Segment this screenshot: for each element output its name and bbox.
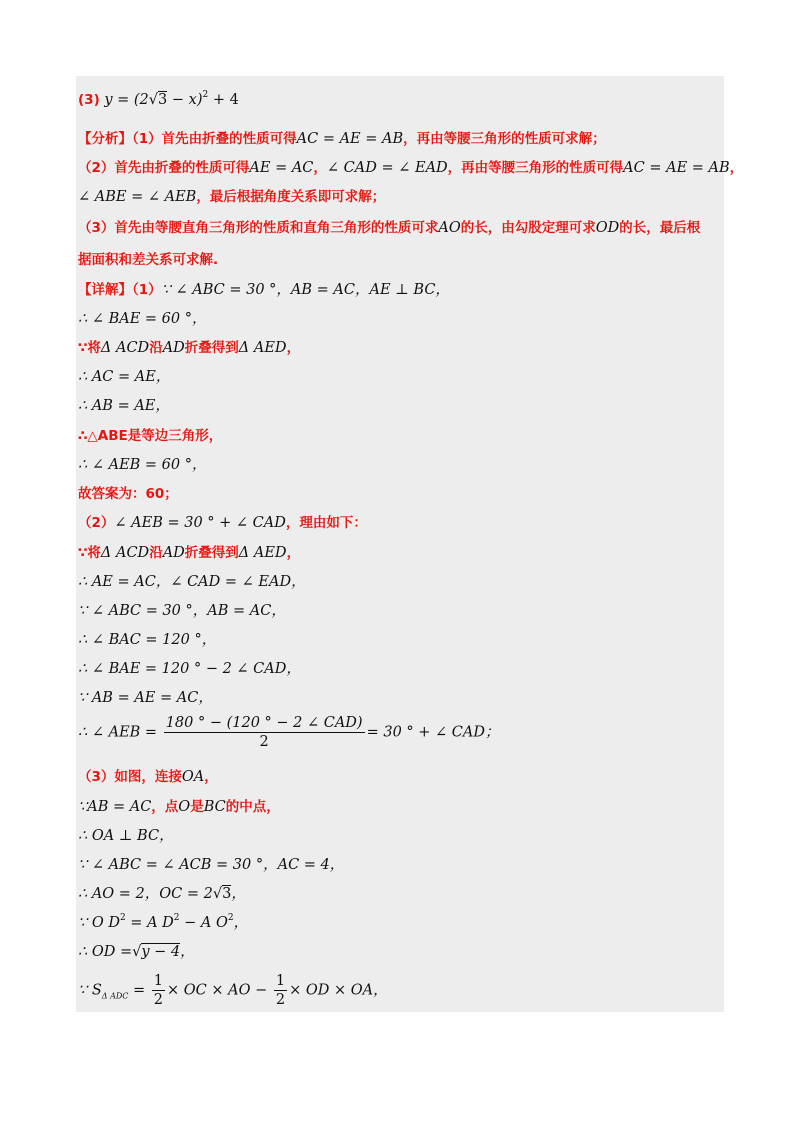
step: ∴ AC = AE， — [78, 369, 171, 385]
step: ∴ ∠ BAE = 60 °， — [78, 311, 207, 327]
step: ∴ ∠ AEB = 60 °， — [78, 457, 207, 473]
analysis-2-cont: ∠ ABE = ∠ AEB，最后根据角度关系即可求解； — [78, 189, 386, 205]
fraction: $\frac{1}{2}$ — [275, 973, 286, 1008]
step: ∵ ∠ ABC = ∠ ACB = 30 °，AC = 4， — [78, 857, 345, 873]
fraction: $\frac{\text{180 ° − (120 ° − 2 ∠ CAD)}}{2}$ — [165, 715, 363, 750]
analysis-3: （3）首先由等腰直角三角形的性质和直角三角形的性质可求AO的长，由勾股定理可求OD的长，最后根 — [78, 220, 701, 236]
analysis-1: 【分析】（1）首先由折叠的性质可得AC = AE = AB，再由等腰三角形的性质可求解； — [78, 131, 606, 147]
step: ∵将Δ ACD沿AD折叠得到Δ AED， — [78, 545, 301, 561]
analysis-2: （2）首先由折叠的性质可得AE = AC，∠ CAD = ∠ EAD，再由等腰三角形的性质可得AC = AE = AB， — [78, 160, 744, 176]
step: ∴ OA ⊥ BC， — [78, 828, 174, 844]
math: + 4 — [208, 92, 239, 108]
step: ∴ AB = AE， — [78, 398, 170, 414]
exponent: 2 — [202, 90, 209, 100]
step: ∴△ABE是等边三角形， — [78, 428, 223, 444]
step: ∵AB = AC，点O是BC的中点， — [78, 799, 280, 815]
analysis-3-cont: 据面积和差关系可求解. — [78, 252, 219, 268]
step: ∵ AB = AE = AC， — [78, 690, 213, 706]
step: ∵ ∠ ABC = 30 °，AB = AC， — [78, 603, 286, 619]
detail-2: （2）∠ AEB = 30 ° + ∠ CAD，理由如下： — [78, 515, 367, 531]
answer-label: (3) — [78, 92, 100, 108]
step: ∴ AO = 2，OC = 2√3， — [78, 886, 246, 902]
step: ∵ O $D^2 = A$ $D^2 - A$ $O^2$， — [78, 913, 249, 931]
fraction-step: ∴ ∠ AEB = $\frac{\text{180 ° − (120 ° − 2 ∠ CAD)}}{2}$ = 30 ° + ∠ CAD； — [78, 715, 500, 750]
sqrt-radicand: 3 — [158, 92, 168, 108]
step: 故答案为：60； — [78, 486, 178, 502]
step: ∵将Δ ACD沿AD折叠得到Δ AED， — [78, 340, 301, 356]
math: y = (2 — [104, 92, 149, 108]
step: ∴ OD =√y − 4， — [78, 944, 195, 960]
step: ∴ ∠ BAE = 120 ° − 2 ∠ CAD， — [78, 661, 301, 677]
area-step: ∵ $S_{\Delta ADC}$ = $\frac{1}{2}$ × OC × AO − $\frac{1}{2}$ × OD × OA， — [78, 973, 388, 1008]
answer-3: (3) $y = (2√3 - x)^2 + 4$ — [78, 90, 239, 108]
fraction: $\frac{1}{2}$ — [153, 973, 164, 1008]
step: ∴ ∠ BAC = 120 °， — [78, 632, 217, 648]
step: ∴ AE = AC，∠ CAD = ∠ EAD， — [78, 574, 306, 590]
math: − x) — [167, 92, 203, 108]
detail-3: （3）如图，连接OA， — [78, 769, 218, 785]
detail-1: 【详解】（1）∵ ∠ ABC = 30 °，AB = AC，AE ⊥ BC， — [78, 282, 450, 298]
